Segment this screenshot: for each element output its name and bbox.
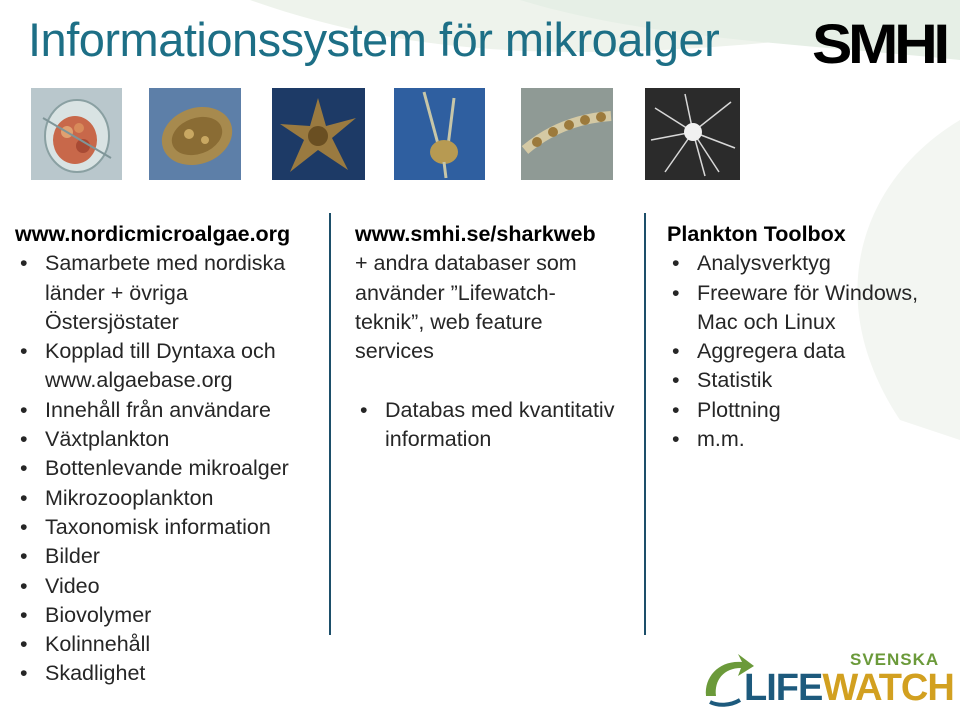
star-dinoflagellate-photo xyxy=(272,88,365,180)
list-item: • Innehåll från användare xyxy=(15,396,325,425)
page-title: Informationssystem för mikroalger xyxy=(28,13,720,66)
ceratium-photo xyxy=(394,88,485,180)
column-nordicmicroalgae xyxy=(15,220,325,689)
column-divider xyxy=(329,213,331,635)
spiny-cell-photo xyxy=(645,88,740,180)
list-item: • m.m. xyxy=(667,425,957,454)
sharkweb-text: services xyxy=(355,339,434,364)
nordicmicroalgae-link[interactable]: www.nordicmicroalgae.org xyxy=(15,222,291,246)
sharkweb-text: + andra databaser som xyxy=(355,251,577,276)
photo-strip xyxy=(0,0,960,200)
plankton-toolbox-heading: Plankton Toolbox xyxy=(667,222,846,246)
list-item: • Mikrozooplankton xyxy=(15,484,325,513)
list-item: • Video xyxy=(15,572,325,601)
list-item-continuation: information xyxy=(385,427,492,452)
sharkweb-link[interactable]: www.smhi.se/sharkweb xyxy=(355,222,596,246)
list-item: • Kopplad till Dyntaxa och xyxy=(15,337,325,366)
list-item: • Kolinnehåll xyxy=(15,630,325,659)
list-item: • Samarbete med nordiska xyxy=(15,249,325,278)
list-item: • Växtplankton xyxy=(15,425,325,454)
list-item: • Statistik xyxy=(667,366,957,395)
list-item: • Aggregera data xyxy=(667,337,957,366)
sharkweb-list xyxy=(355,396,645,455)
sharkweb-text: använder ”Lifewatch- xyxy=(355,280,556,305)
list-item: • Skadlighet xyxy=(15,659,325,688)
column-sharkweb xyxy=(355,220,645,454)
column-divider xyxy=(644,213,646,635)
nordicmicroalgae-list xyxy=(15,249,325,688)
sharkweb-text: teknik”, web feature xyxy=(355,309,543,334)
plankton-toolbox-list xyxy=(667,249,957,454)
lifewatch-svenska-text: SVENSKA xyxy=(850,650,940,669)
list-item-continuation: Mac och Linux xyxy=(697,309,836,334)
column-plankton-toolbox xyxy=(667,220,957,454)
list-item-continuation: länder + övriga xyxy=(45,280,188,305)
list-item: • Analysverktyg xyxy=(667,249,957,278)
algaebase-link[interactable]: www.algaebase.org xyxy=(45,368,233,393)
smhi-logo: SMHI xyxy=(812,12,946,75)
diatom-photo xyxy=(149,88,241,180)
list-item-continuation: Östersjöstater xyxy=(45,309,179,334)
list-item: • Bottenlevande mikroalger xyxy=(15,454,325,483)
chain-diatom-photo xyxy=(521,88,613,180)
list-item: • Freeware för Windows, xyxy=(667,279,957,308)
list-item: • Bilder xyxy=(15,542,325,571)
spacer xyxy=(355,366,645,395)
dinoflagellate-photo xyxy=(31,88,122,180)
list-item: • Biovolymer xyxy=(15,601,325,630)
list-item: • Plottning xyxy=(667,396,957,425)
lifewatch-wordmark: LIFEWATCH xyxy=(744,667,954,709)
lifewatch-logo xyxy=(700,648,954,710)
list-item: • Databas med kvantitativ xyxy=(355,396,645,425)
list-item: • Taxonomisk information xyxy=(15,513,325,542)
